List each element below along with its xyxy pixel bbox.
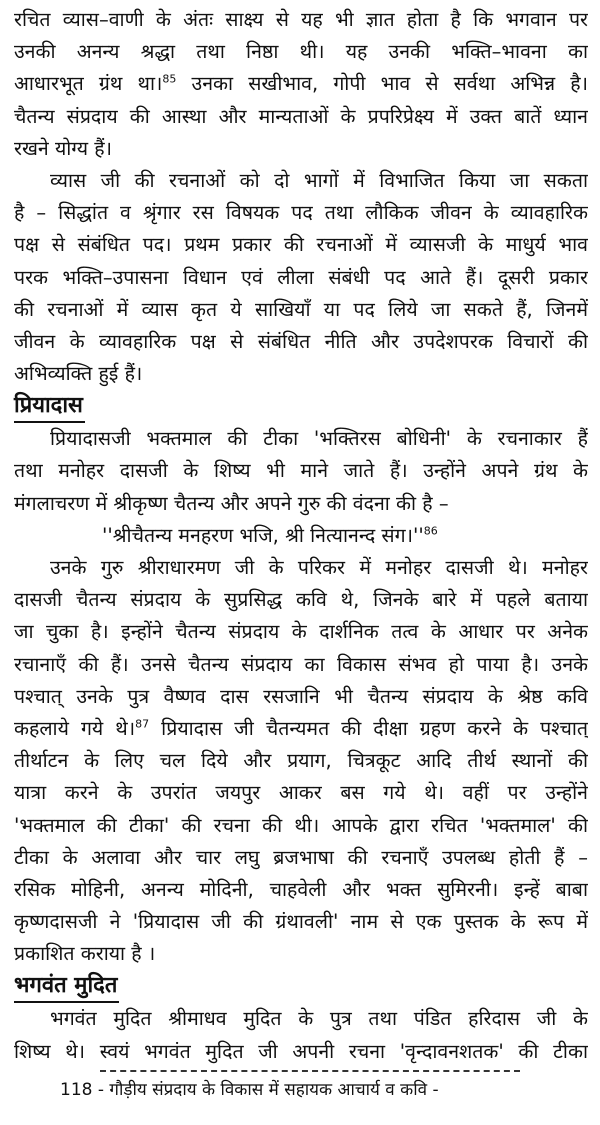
quotation-line: [14, 520, 588, 552]
section-heading-wrap: [14, 970, 588, 1003]
text-line: 'भक्तमाल की टीका' की रचना की थी। आपके द्वारा रचित 'भक्तमाल' की: [14, 813, 588, 837]
text-line: परक भक्ति–उपासना विधान एवं लीला संबंधी पद आते हैं। दूसरी प्रकार: [14, 265, 588, 289]
paragraph-2: [14, 165, 588, 390]
paragraph-3: [14, 423, 588, 552]
page-body: [14, 4, 588, 1068]
text-line: रचित व्यास–वाणी के अंतः साक्ष्य से यह भी ज्ञात होता है कि भगवान पर: [14, 8, 588, 31]
text-line: [14, 68, 588, 100]
text-line: की रचनाओं में व्यास कृत ये साखियाँ या पद लिये जा सकते हैं, जिनमें: [14, 297, 588, 321]
page-number: 118: [60, 1080, 93, 1100]
text-fragment: कहलाये गये थे।: [14, 716, 136, 740]
footer-divider: [100, 1070, 520, 1072]
text-line: पक्ष से संबंधित पद। प्रथम प्रकार की रचनाओं में व्यासजी के माधुर्य भाव: [14, 233, 588, 257]
text-line: टीका के अलावा और चार लघु ब्रजभाषा की रचनाएँ उपलब्ध होती हैं –: [14, 845, 588, 869]
paragraph-5: [14, 1003, 588, 1067]
text-line: पश्चात् उनके पुत्र वैष्णव दास रसजानि भी चैतन्य संप्रदाय के श्रेष्ठ कवि: [14, 684, 588, 708]
text-line: प्रियादासजी भक्तमाल की टीका 'भक्तिरस बोधिनी' के रचनाकार हैं: [50, 427, 588, 451]
quotation-text: ''श्रीचैतन्य मनहरण भजि, श्री नित्यानन्द संग।'': [102, 523, 424, 547]
text-line: यात्रा करने के उपरांत जयपुर आकर बस गये थे। वहीं पर उन्होंने: [14, 781, 588, 805]
text-line: रचानाएँ की हैं। उनसे चैतन्य संप्रदाय का विकास संभव हो पाया है। उनके: [14, 652, 588, 676]
text-line: शिष्य थे। स्वयं भगवंत मुदित जी अपनी रचना 'वृन्दावनशतक' की टीका: [14, 1039, 588, 1063]
running-title: - गौड़ीय संप्रदाय के विकास में सहायक आचार्य व कवि -: [92, 1080, 439, 1100]
text-line: जीवन के व्यावहारिक पक्ष से संबंधित नीति और उपदेशपरक विचारों की: [14, 329, 588, 353]
section-heading-priyadas: प्रियादास: [14, 391, 85, 423]
text-line: उनके गुरु श्रीराधारमण जी के परिकर में मनोहर दासजी थे। मनोहर: [50, 556, 588, 579]
paragraph-4: [14, 552, 588, 970]
text-line: अभिव्यक्ति हुई हैं।: [14, 362, 143, 386]
text-line: तथा मनोहर दासजी के शिष्य भी माने जाते हैं। उन्होंने अपने ग्रंथ के: [14, 459, 588, 483]
text-line: है – सिद्धांत व श्रृंगार रस विषयक पद तथा लौकिक जीवन के व्यावहारिक: [14, 201, 588, 225]
text-line: रसिक मोहिनी, अनन्य मोदिनी, चाहवेली और भक्त सुमिरनी। इन्हें बाबा: [14, 877, 588, 901]
text-line: मंगलाचरण में श्रीकृष्ण चैतन्य और अपने गुरु की वंदना की है –: [14, 491, 449, 515]
text-line: दासजी चैतन्य संप्रदाय के सुप्रसिद्ध कवि थे, जिनके बारे में पहले बताया: [14, 588, 588, 612]
text-line: जा चुका है। इन्होंने चैतन्य संप्रदाय के दार्शनिक तत्व के आधार पर अनेक: [14, 620, 588, 644]
section-heading-bhagwant-mudit: भगवंत मुदित: [14, 971, 119, 1003]
text-line: [14, 713, 588, 745]
text-fragment: प्रियादास जी चैतन्यमत की दीक्षा ग्रहण करने के पश्चात्: [149, 716, 588, 740]
text-line: व्यास जी की रचनाओं को दो भागों में विभाजित किया जा सकता: [50, 168, 588, 192]
text-line: भगवंत मुदित श्रीमाधव मुदित के पुत्र तथा पंडित हरिदास जी के: [50, 1007, 588, 1031]
text-fragment: आधारभूत ग्रंथ था।: [14, 72, 163, 96]
text-fragment: उनका सखीभाव, गोपी भाव से सर्वथा अभिन्न है।: [176, 72, 588, 96]
section-heading-wrap: [14, 390, 588, 423]
footnote-ref: 86: [423, 524, 438, 538]
paragraph-1: [14, 4, 588, 165]
text-line: रखने योग्य हैं।: [14, 136, 113, 160]
footnote-ref: 85: [162, 72, 177, 86]
page-footer: [60, 1078, 560, 1102]
text-line: उनकी अनन्य श्रद्धा तथा निष्ठा थी। यह उनकी भक्ति–भावना का: [14, 40, 588, 64]
text-line: चैतन्य संप्रदाय की आस्था और मान्यताओं के प्रपरिप्रेक्ष्य में उक्त बातें ध्यान: [14, 104, 588, 128]
text-line: प्रकाशित कराया है ।: [14, 942, 156, 966]
footnote-ref: 87: [135, 717, 150, 731]
text-line: तीर्थाटन के लिए चल दिये और प्रयाग, चित्रकूट आदि तीर्थ स्थानों की: [14, 749, 588, 773]
text-line: कृष्णदासजी ने 'प्रियादास जी की ग्रंथावली' नाम से एक पुस्तक के रूप में: [14, 910, 588, 934]
